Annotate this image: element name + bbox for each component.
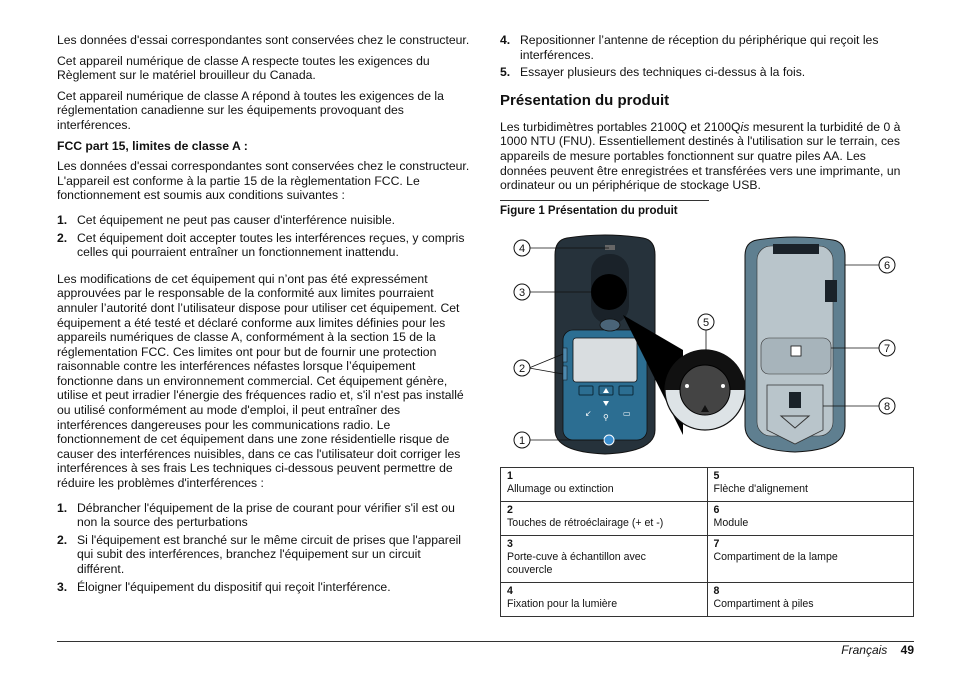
legend-text: Allumage ou extinction — [507, 483, 614, 495]
table-row — [501, 536, 914, 583]
legend-number: 5 — [713, 470, 720, 482]
list-text: Si l'équipement est branché sur le même circuit de prises que l'appareil qui subit des interférences, branchez l'équipement sur un circuit différent. — [77, 532, 462, 576]
legend-text: Compartiment de la lampe — [713, 551, 838, 563]
legend-number: 4 — [507, 585, 513, 597]
legend-number: 7 — [713, 538, 720, 550]
footer-language: Français — [841, 643, 888, 657]
callout-8: 8 — [883, 401, 891, 413]
intro-text-italic: is — [740, 119, 750, 134]
legend-text: Module — [713, 517, 749, 529]
legend-number: 6 — [713, 504, 720, 516]
list-item — [500, 33, 914, 62]
section-heading: Présentation du produit — [500, 91, 670, 109]
list-number: 5. — [500, 65, 511, 80]
module — [825, 280, 837, 302]
list-number: 2. — [57, 532, 68, 547]
legend-cell — [501, 468, 708, 502]
techniques-list-continued — [500, 33, 914, 80]
legend-cell — [501, 583, 708, 617]
table-row — [501, 502, 914, 536]
list-item — [57, 580, 471, 595]
table-row — [501, 583, 914, 617]
legend-cell — [707, 583, 914, 617]
callout-2: 2 — [518, 363, 526, 375]
legend-text: Fixation pour la lumière — [507, 598, 618, 610]
list-number: 1. — [57, 212, 68, 227]
callout-7: 7 — [883, 343, 891, 355]
fcc-heading: FCC part 15, limites de classe A : — [57, 138, 248, 153]
right-column — [500, 33, 914, 199]
list-item — [57, 213, 471, 228]
list-number: 4. — [500, 33, 511, 47]
legend-cell — [707, 468, 914, 502]
legend-cell — [501, 536, 708, 583]
list-text: Débrancher l'équipement de la prise de courant pour vérifier s'il est ou non la source des perturbations — [77, 500, 455, 530]
list-text: Essayer plusieurs des techniques ci-dessus à la fois. — [520, 65, 806, 80]
list-item — [57, 501, 471, 530]
page-number: 49 — [900, 643, 914, 657]
table-row — [501, 468, 914, 502]
legend-cell — [707, 502, 914, 536]
legend-number: 3 — [507, 538, 513, 550]
legend-text: Touches de rétroéclairage (+ et -) — [507, 517, 664, 529]
paragraph: Les données d'essai correspondantes sont conservées chez le constructeur. L'appareil est conforme à la partie 15 de la règlementation FCC. Le fonctionnement est soumis aux conditions suivantes : — [57, 159, 470, 203]
callout-5: 5 — [702, 317, 710, 329]
intro-text-a: Les turbidimètres portables 2100Q et 2100Q — [500, 119, 741, 134]
list-text: Cet équipement doit accepter toutes les interférences reçues, y compris celles qui pourraient entraîner un fonctionnement inattendu. — [77, 230, 465, 260]
callout-6: 6 — [883, 260, 891, 272]
list-text: Cet équipement ne peut pas causer d'interférence nuisible. — [77, 212, 396, 227]
sample-cell-holder — [591, 274, 627, 310]
light-mount — [605, 245, 615, 250]
list-number: 2. — [57, 230, 68, 245]
list-text: Éloigner l'équipement du dispositif qui reçoit l'interférence. — [77, 579, 391, 594]
intro-paragraph — [500, 120, 914, 193]
product-figure — [505, 230, 911, 456]
techniques-list — [57, 501, 471, 595]
legend-text: Flèche d'alignement — [713, 483, 808, 495]
svg-text:▭: ▭ — [623, 409, 631, 418]
paragraph: Les données d'essai correspondantes sont conservées chez le constructeur. — [57, 33, 470, 47]
list-number: 1. — [57, 500, 68, 515]
list-item — [57, 231, 471, 260]
display-screen — [573, 338, 637, 382]
callout-1: 1 — [518, 435, 526, 447]
callout-3: 3 — [518, 287, 526, 299]
legend-text: Porte-cuve à échantillon avec couvercle — [507, 551, 646, 576]
figure-caption: Figure 1 Présentation du produit — [500, 200, 709, 219]
legend-cell — [707, 536, 914, 583]
figure-legend — [500, 467, 914, 617]
conditions-list — [57, 213, 471, 260]
intro-text-b: mesurent la turbidité de 0 à 1000 NTU (FNU). Essentiellement destinés à l'utilisation sur le terrain, ces appareils de mesure portables fonctionnent sur quatre piles AA. Les données peuvent être enregistrées et transférées vers une imprimante, un ordinateur ou un périphérique de stockage USB. — [500, 119, 901, 193]
svg-text:⚲: ⚲ — [603, 413, 609, 422]
legend-text: Compartiment à piles — [713, 598, 814, 610]
legend-number: 2 — [507, 504, 513, 516]
left-column — [57, 33, 471, 597]
legend-cell — [501, 502, 708, 536]
legend-number: 8 — [713, 585, 720, 597]
legend-number: 1 — [507, 470, 513, 482]
svg-text:↙: ↙ — [585, 409, 592, 418]
list-item — [57, 533, 471, 577]
back-device — [745, 237, 845, 452]
list-number: 3. — [57, 579, 68, 594]
page-footer — [841, 643, 914, 658]
callout-4: 4 — [518, 243, 526, 255]
footer-rule — [57, 641, 914, 642]
paragraph: Cet appareil numérique de classe A répond à toutes les exigences de la réglementation canadienne sur les équipements provoquant des interférences. — [57, 88, 444, 132]
paragraph: Les modifications de cet équipement qui n’ont pas été expressément approuvées par le responsable de la conformité aux limites pourraient annuler l’autorité dont l’utilisateur dispose pour utiliser cet équipement. Cet équipement a été testé et déclaré conforme aux limites définies pour les appareils numériques de classe A, conformément à la section 15 de la réglementation FCC. Ces limites ont pour but de fournir une protection raisonnable contre les interférences néfastes lorsque l’équipement fonctionne dans un environnement commercial. Cet équipement génère, utilise et peut irradier l'énergie des fréquences radio et, s'il n'est pas installé ou utilisé conformément au mode d'emploi, il peut entraîner des interférences dangereuses pour les communications radio. Le fonctionnement de cet équipement dans une zone résidentielle risque de causer des interférences nuisibles, dans ce cas l'utilisateur doit corriger les interférences à ses frais Les techniques ci-dessous peuvent permettre de réduire les problèmes d'interférences : — [57, 271, 464, 491]
paragraph: Cet appareil numérique de classe A respecte toutes les exigences du Règlement sur le matériel brouilleur du Canada. — [57, 53, 430, 83]
power-button-icon — [604, 435, 614, 445]
list-text: Repositionner l’antenne de réception du périphérique qui reçoit les interférences. — [520, 33, 879, 62]
list-item — [500, 65, 914, 80]
